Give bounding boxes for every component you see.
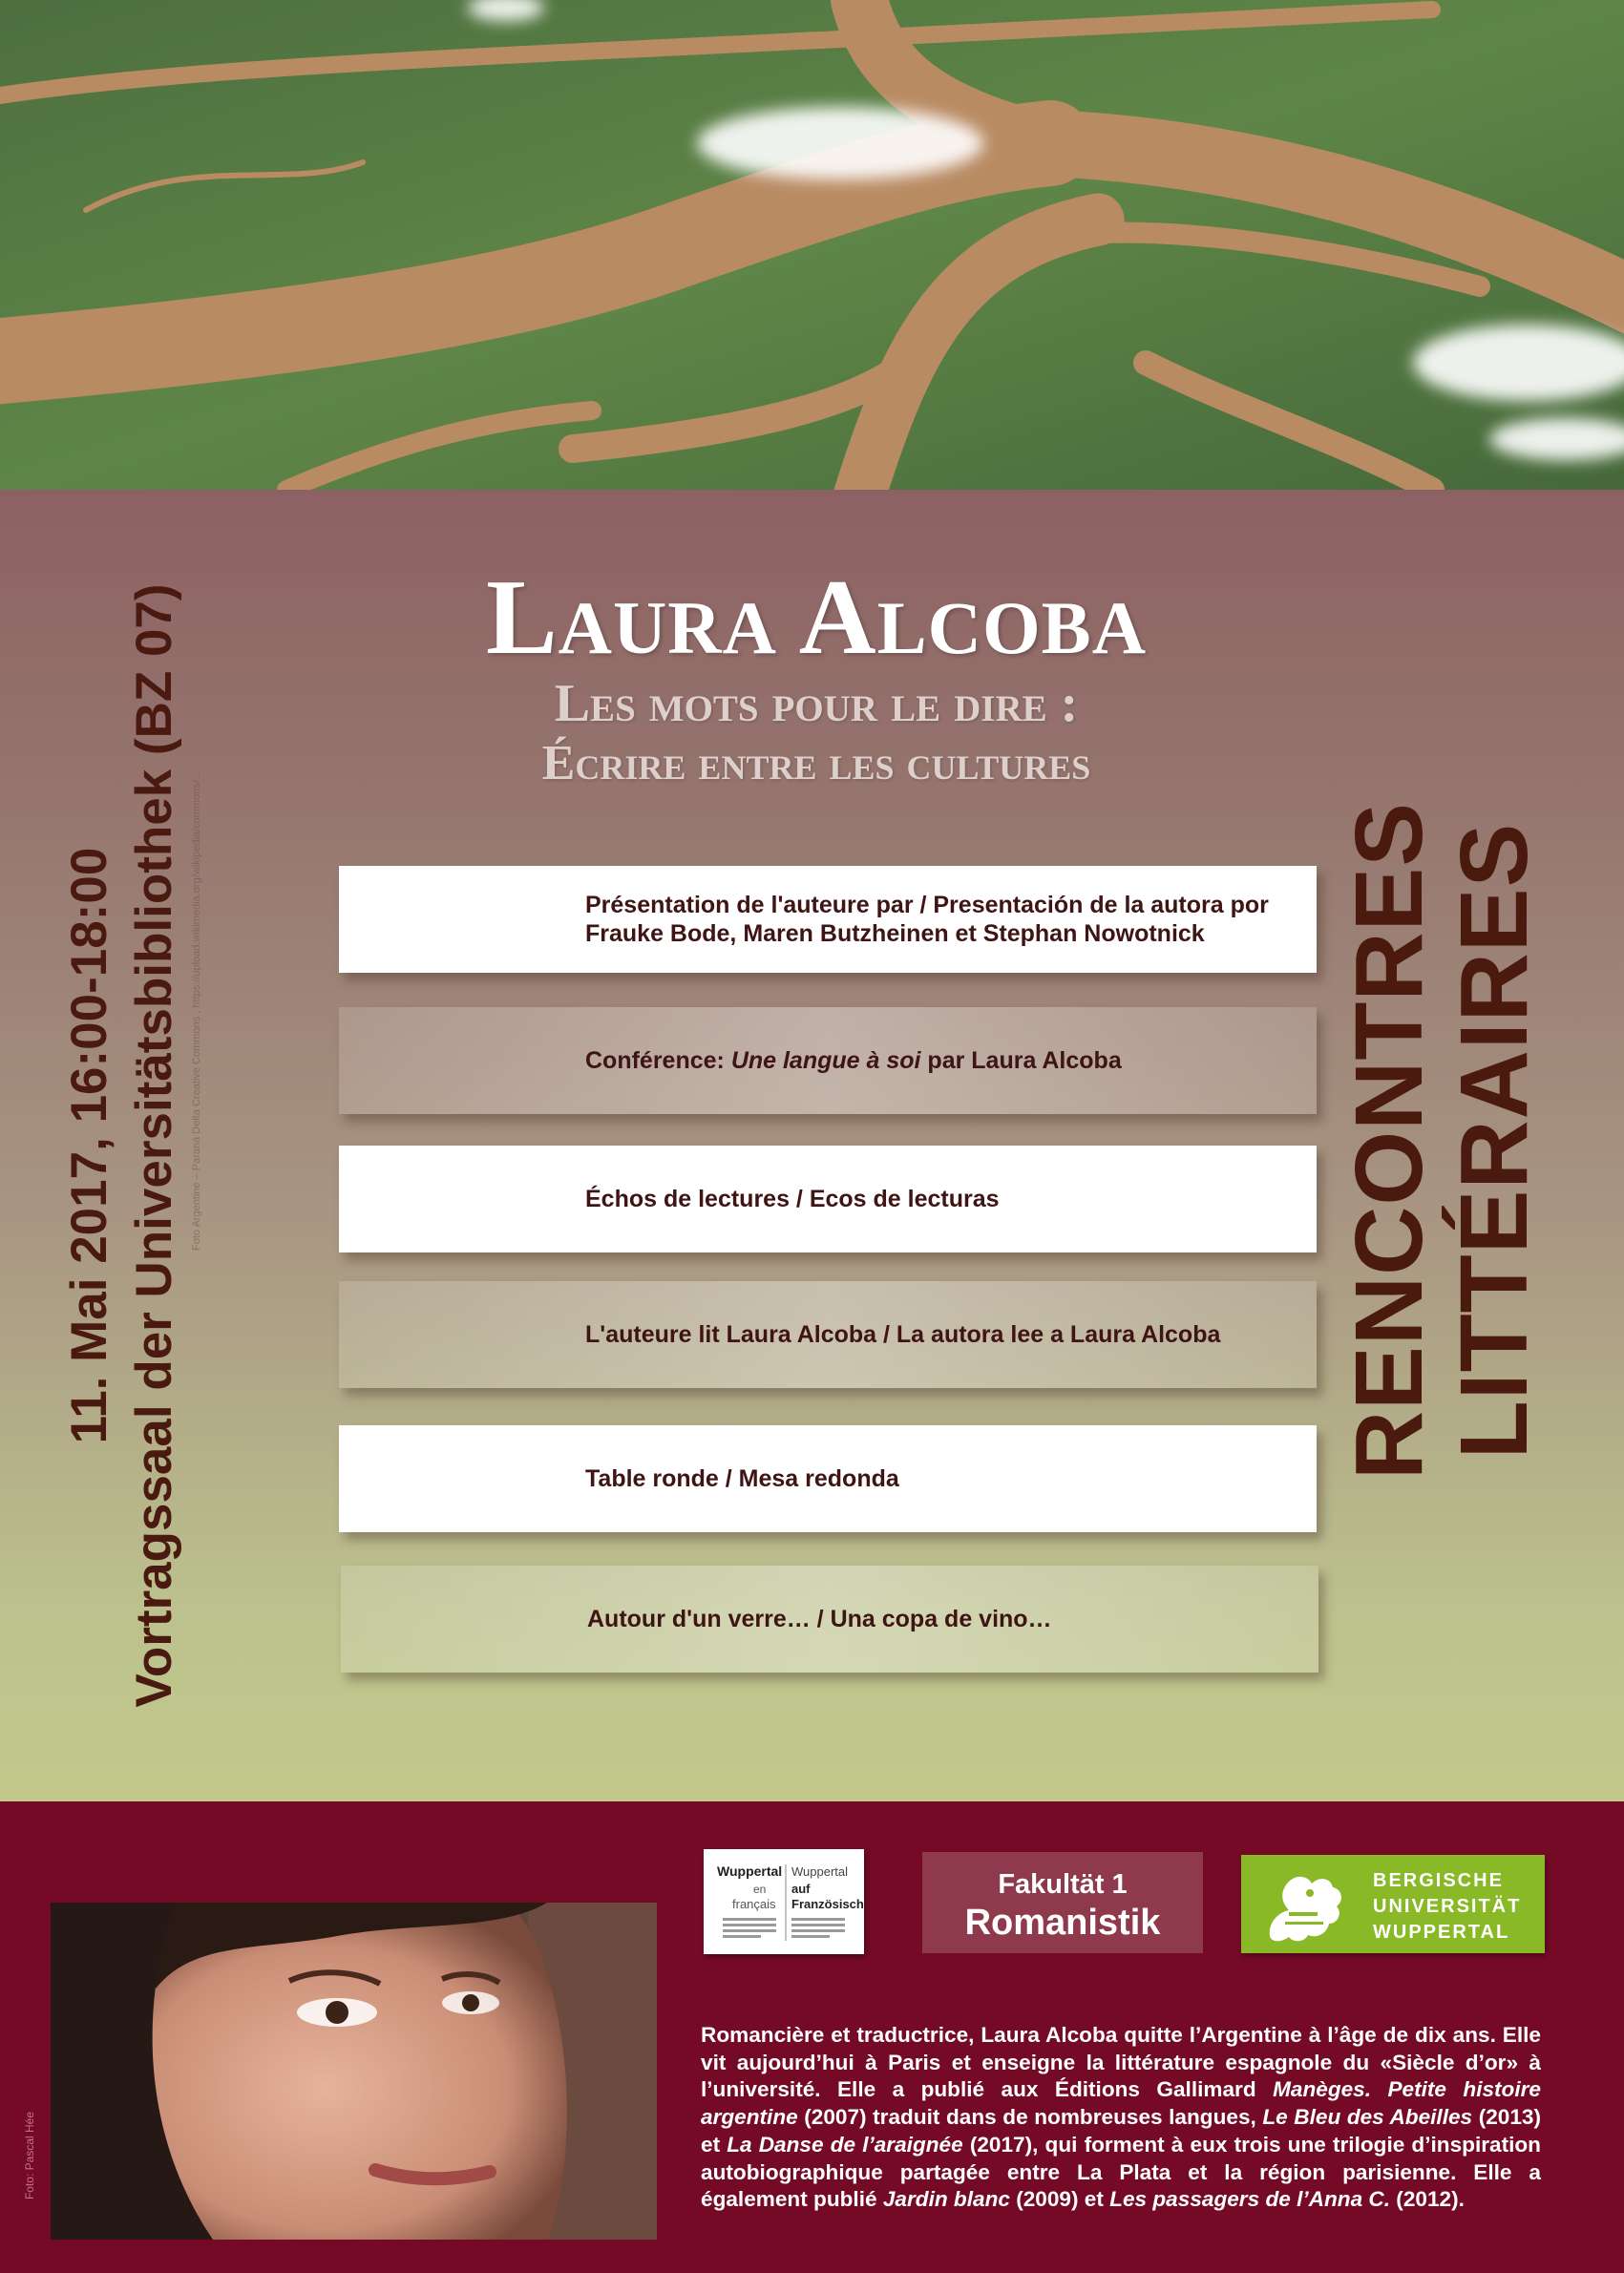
bio-book-title: Les passagers de l’Anna C.: [1109, 2187, 1391, 2212]
bio-book-title: Jardin blanc: [882, 2187, 1010, 2212]
bio-book-title: Le Bleu des Abeilles: [1262, 2105, 1473, 2130]
program-item-line1: L'auteure lit Laura Alcoba / La autora lee a Laura Alcoba: [585, 1321, 1221, 1348]
event-location: Vortragssaal der Universitätsbibliothek (BZ 07): [126, 583, 182, 1708]
bio-text: Romancière et traductrice, Laura Alcoba quitte l’Argentine à l’âge de dix ans. Elle vit aujourd’hui à Paris et enseigne la littérature espagnole du «Siècle d’or» à l’université. Elle a publié aux Éditions Gallimard: [701, 2023, 1541, 2102]
bio-text: (2017), qui forment à eux trois une trilogie d’inspiration autobiographique partagée entre La Plata et la région parisienne. Elle a également publié: [701, 2132, 1541, 2212]
logo-text-wuppertal: Wuppertal: [717, 1863, 783, 1879]
photo-credit-top: Foto Argentine – Paraná Delta Creative Commons , https://upload.wikimedia.org/wikipedia/commons/...: [191, 771, 202, 1251]
bio-text: (2009) et: [1009, 2187, 1110, 2212]
fakultaet-label: Fakultät 1: [998, 1869, 1128, 1900]
bio-text: (2013) et: [701, 2105, 1541, 2157]
series-title-vertical: RENCONTRES LITTÉRAIRES: [1336, 801, 1548, 1481]
program-item-line1: Échos de lectures / Ecos de lecturas: [585, 1186, 1000, 1212]
romanistik-label: Romanistik: [964, 1903, 1161, 1943]
program-item: [339, 866, 1317, 973]
program-item-line2: Frauke Bode, Maren Butzheinen et Stephan Nowotnick: [585, 920, 1205, 947]
logo-text-francais: français: [732, 1897, 776, 1911]
bergische-universitaet-logo[interactable]: [1241, 1855, 1545, 1953]
event-details-vertical: [57, 573, 200, 1718]
logo-text-wuppertal-2: Wuppertal: [791, 1864, 849, 1879]
logo-text-franzoesisch: Französisch: [791, 1897, 864, 1911]
program-item: [339, 1425, 1317, 1532]
program-item-line1: Table ronde / Mesa redonda: [585, 1465, 899, 1492]
aerial-river-delta-photo: [0, 0, 1624, 490]
program-item: [339, 1146, 1317, 1252]
logo-text-en: en: [753, 1883, 767, 1896]
bio-book-title: Manèges. Petite histoire argentine: [701, 2077, 1541, 2130]
program-item-suffix: par Laura Alcoba: [920, 1047, 1122, 1074]
wuppertal-en-francais-logo[interactable]: [704, 1849, 864, 1954]
photo-credit-portrait: Foto: Pascal Hée: [23, 2111, 36, 2200]
bio-book-title: La Danse de l’araignée: [727, 2132, 963, 2157]
program-item: [339, 1007, 1317, 1114]
author-portrait-photo: [51, 1903, 657, 2240]
university-line1: BERGISCHE: [1373, 1870, 1504, 1891]
program-item-italic-title: Une langue à soi: [730, 1047, 921, 1074]
bio-text: (2007) traduit dans de nombreuses langues,: [797, 2105, 1263, 2130]
fakultaet-romanistik-logo[interactable]: [922, 1852, 1203, 1953]
program-item-line1: Présentation de l'auteure par / Presentación de la autora por: [585, 892, 1269, 918]
event-subtitle-line2: Écrire entre les cultures: [541, 736, 1091, 790]
bio-text: (2012).: [1390, 2187, 1465, 2212]
lion-crest-icon: [1251, 1855, 1356, 1953]
speaker-name-title: Laura Alcoba: [485, 558, 1148, 677]
program-item: [341, 1566, 1318, 1673]
university-line2: UNIVERSITÄT: [1373, 1896, 1522, 1917]
event-date-time: 11. Mai 2017, 16:00-18:00: [61, 847, 117, 1444]
program-item-line1: Autour d'un verre… / Una copa de vino…: [587, 1606, 1052, 1632]
logo-text-auf: auf: [791, 1882, 811, 1896]
program-item-prefix: Conférence:: [585, 1047, 731, 1074]
university-line3: WUPPERTAL: [1373, 1922, 1510, 1943]
event-subtitle-line1: Les mots pour le dire :: [554, 674, 1079, 733]
author-biography: [701, 2022, 1541, 2214]
program-item: [339, 1281, 1317, 1388]
